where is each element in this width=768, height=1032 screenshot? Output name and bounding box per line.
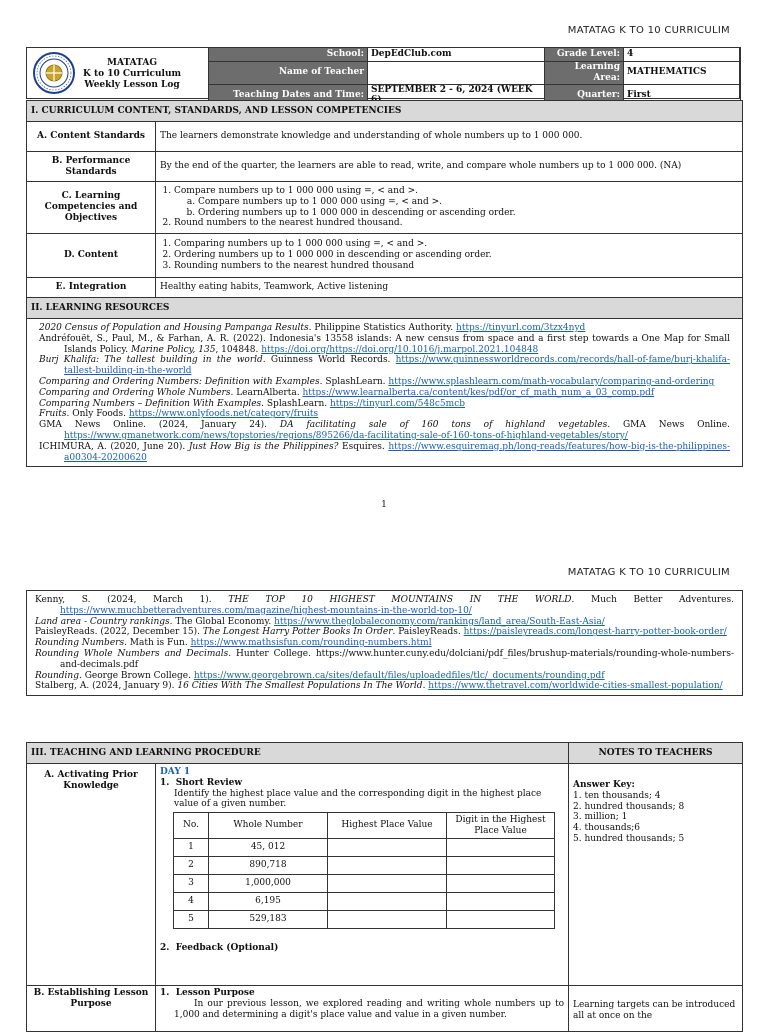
ref-link[interactable]: https://www.guinnessworldrecords.com/records/hall-of-fame/burj-khalifa-tallest-building-in-the-world [64,355,730,377]
learning-competencies-label: C. Learning Competencies and Objectives [27,182,156,234]
competency-item [174,186,738,218]
reference-item [39,388,730,399]
ref-text: . The Global Economy. [169,616,275,627]
ref-link[interactable]: https://tinyurl.com/3tzx4nyd [456,323,586,333]
ref-title: Rounding Numbers [35,638,125,649]
ref-text: Kenny, S. (2024, March 1). [35,595,229,605]
ref-title: 16 Cities With The Smallest Populations In The World [177,681,423,692]
reference-item [35,638,734,649]
quarter-value: First [624,84,741,107]
running-header: MATATAG K TO 10 CURRICULIM [567,25,730,36]
section-1-title: I. CURRICULUM CONTENT, STANDARDS, AND LESSON COMPETENCIES [27,101,743,122]
ref-text: . Hunter College. https://www.hunter.cuny.edu/dolciani/pdf_files/brushup-materials/rounding-whole-numbers-and-decimals.pdf [60,648,734,670]
lesson-purpose-title: Lesson Purpose [175,988,255,998]
competency-2: 2. Round numbers to the nearest hundred thousand. [174,218,738,229]
ref-text: . Much Better Adventures. [571,595,734,605]
ref-text: PaisleyReads. (2022, December 15). [35,627,203,638]
ref-link[interactable]: https://doi.org/https://doi.org/10.1016/j.marpol.2021.104848 [261,344,539,355]
answer-key-item: 1. ten thousands; 4 [573,790,661,801]
area-label: Learning Area: [545,62,624,85]
ref-link[interactable]: https://www.georgebrown.ca/sites/default/files/uploadedfiles/tlc/_documents/rounding.pdf [193,670,605,681]
ref-text: Andréfouët, S., Paul, M., & Farhan, A. R. (2022). Indonesia's 13558 islands: A new census from space and a first step towards a One Map for Small Islands Policy. [39,333,730,355]
ref-text: Esquires. [338,441,389,452]
ref-text: . Philippine Statistics Authority. [308,323,457,333]
content-label: D. Content [27,234,156,278]
ref-title: Land area - Country rankings [35,616,170,627]
review-no: 5 [174,911,209,929]
review-answer-cell[interactable] [447,893,555,911]
review-header-digit: Digit in the Highest Place Value [447,813,555,839]
reference-item [39,355,730,377]
reference-item [35,649,734,671]
day-label: DAY 1 [160,767,191,777]
competency-1a: a. Compare numbers up to 1 000 000 using =, < and >. [198,197,738,208]
table-row [174,857,555,875]
table-row [174,893,555,911]
header-box [26,47,740,99]
reference-item [35,671,734,682]
learning-resources [27,319,743,467]
notes-lesson-purpose: Learning targets can be introduced all at once on the [569,986,743,1032]
integration-text: Healthy eating habits, Teamwork, Active listening [156,278,743,298]
header-info-table [208,47,741,107]
ref-text: . PaisleyReads. [392,627,464,638]
ref-text: . Only Foods. [66,409,129,420]
ref-text: . [422,681,429,692]
review-answer-cell[interactable] [328,893,447,911]
section-3-title: III. TEACHING AND LEARNING PROCEDURE [27,743,569,764]
answer-key-item: 5. hundred thousands; 5 [573,833,685,844]
deped-seal [33,52,75,94]
review-answer-cell[interactable] [447,839,555,857]
review-header-highest-place: Highest Place Value [328,813,447,839]
ref-link[interactable]: https://tinyurl.com/548c5mcb [329,398,465,409]
activating-prior-knowledge-label: A. Activating Prior Knowledge [27,764,156,986]
ref-text: . GMA News Online. [607,420,730,431]
review-header-whole-number: Whole Number [209,813,328,839]
reference-item [35,595,734,617]
ref-link[interactable]: https://www.learnalberta.ca/content/kes/pdf/or_cf_math_num_a_03_comp.pdf [302,387,655,398]
performance-standards-label: B. Performance Standards [27,152,156,182]
header-title-line3: Weekly Lesson Log [84,79,180,90]
ref-link[interactable]: https://www.muchbetteradventures.com/magazine/highest-mountains-in-the-world-top-10/ [60,605,472,616]
ref-link[interactable]: https://www.esquiremag.ph/long-reads/features/how-big-is-the-philippines-a00304-20200620 [64,441,731,463]
review-answer-cell[interactable] [328,857,447,875]
answer-key-title: Answer Key: [573,780,635,790]
page-number: 1 [381,500,387,510]
school-label: School: [209,48,368,62]
lesson-purpose-text: In our previous lesson, we explored reading and writing whole numbers up to 1,000 and determining a digit's place value and value in a given number. [174,998,564,1020]
review-no: 1 [174,839,209,857]
competency-1b: b. Ordering numbers up to 1 000 000 in descending or ascending order. [198,208,738,219]
performance-standards-text: By the end of the quarter, the learners are able to read, write, and compare whole numbers up to 1 000 000. (NA) [156,152,743,182]
ref-text: . Guinness World Records. [262,355,396,366]
reference-item [39,377,730,388]
procedure-table [26,742,743,1032]
competency-1: Compare numbers up to 1 000 000 using =, < and >. [174,185,418,196]
header-title-line1: MATATAG [106,58,158,68]
answer-key-item: 4. thousands;6 [573,823,640,834]
review-table [173,812,555,929]
reference-item [35,681,734,692]
ref-link[interactable]: https://www.thetravel.com/worldwide-cities-smallest-population/ [428,681,723,692]
ref-title: Just How Big is the Philippines? [188,441,339,452]
ref-link[interactable]: https://www.gmanetwork.com/news/topstories/regions/895266/da-facilitating-sale-of-160-tons-of-highland-vegetables/story/ [64,430,628,441]
establishing-lesson-purpose [156,986,569,1032]
review-no: 4 [174,893,209,911]
ref-link[interactable]: https://paisleyreads.com/longest-harry-potter-book-order/ [463,627,727,638]
ref-link[interactable]: https://www.theglobaleconomy.com/rankings/land_area/South-East-Asia/ [274,616,605,627]
review-no: 2 [174,857,209,875]
school-value: DepEdClub.com [368,48,545,62]
table-row [174,875,555,893]
ref-title: The Longest Harry Potter Books In Order [202,627,393,638]
ref-text: . SplashLearn. [261,398,330,409]
area-value: MATHEMATICS [624,62,741,85]
reference-item [39,420,730,442]
feedback-title: Feedback (Optional) [175,943,279,954]
reference-item [39,442,730,464]
notes-to-teachers-title: NOTES TO TEACHERS [569,743,743,764]
ref-title: DA facilitating sale of 160 tons of highland vegetables [279,420,608,431]
ref-title: THE TOP 10 HIGHEST MOUNTAINS IN THE WORLD [228,595,572,605]
review-number: 529,183 [209,911,328,929]
grade-value: 4 [624,48,741,62]
review-answer-cell[interactable] [447,911,555,929]
answer-key-item: 2. hundred thousands; 8 [573,801,685,812]
learning-competencies [156,182,743,234]
feedback-number: 2. [160,943,170,954]
reference-item [39,399,730,410]
content-item-1: 1. Comparing numbers up to 1 000 000 using =, < and >. [174,239,738,250]
integration-label: E. Integration [27,278,156,298]
review-header-no: No. [174,813,209,839]
content-standards-label: A. Content Standards [27,122,156,152]
ref-text: ICHIMURA, A. (2020, June 20). [39,441,189,452]
ref-title: Burj Khalifa: The tallest building in the world [39,355,263,366]
notes-answer-key [569,764,743,986]
ref-text: . George Brown College. [79,670,194,681]
ref-title: 2020 Census of Population and Housing Pampanga Results [39,323,309,333]
ref-title: Comparing and Ordering Whole Numbers [39,387,231,398]
ref-title: Rounding Whole Numbers and Decimals [35,648,229,659]
review-number: 1,000,000 [209,875,328,893]
ref-text: GMA News Online. (2024, January 24). [39,420,280,431]
establishing-lesson-purpose-label: B. Establishing Lesson Purpose [27,986,156,1032]
teacher-label: Name of Teacher [209,62,368,85]
short-review-number: 1. [160,777,170,788]
reference-item [39,323,730,334]
review-answer-cell[interactable] [447,875,555,893]
ref-text: , 104848. [215,344,262,355]
answer-key-item: 3. million; 1 [573,812,628,823]
grade-label: Grade Level: [545,48,624,62]
review-number: 45, 012 [209,839,328,857]
review-instruction: Identify the highest place value and the corresponding digit in the highest place value of a given number. [174,788,542,810]
ref-text: Stalberg, A. (2024, January 9). [35,681,178,692]
ref-journal: Marine Policy, 135 [130,344,216,355]
ref-text: . SplashLearn. [319,376,389,387]
content-item-3: 3. Rounding numbers to the nearest hundred thousand [174,261,738,272]
content-list [156,234,743,278]
ref-link[interactable]: https://www.splashlearn.com/math-vocabulary/comparing-and-ordering [388,376,715,387]
ref-title: Rounding [35,670,79,681]
review-number: 6,195 [209,893,328,911]
ref-title: Fruits [39,409,67,420]
header-title-line2: K to 10 Curriculum [82,68,182,79]
review-number: 890,718 [209,857,328,875]
review-answer-cell[interactable] [328,875,447,893]
review-answer-cell[interactable] [447,857,555,875]
content-standards-text: The learners demonstrate knowledge and understanding of whole numbers up to 1 000 000. [156,122,743,152]
table-row [174,839,555,857]
activating-prior-knowledge [156,764,569,986]
ref-title: Comparing Numbers – Definition With Examples [39,398,262,409]
lesson-log-table [26,100,743,467]
ref-title: Comparing and Ordering Numbers: Definition with Examples [39,376,320,387]
quarter-label: Quarter: [545,84,624,107]
review-no: 3 [174,875,209,893]
ref-text: . Math is Fun. [124,638,191,649]
reference-item [35,627,734,638]
table-row [174,911,555,929]
lesson-purpose-number: 1. [160,988,170,998]
content-item-2: 2. Ordering numbers up to 1 000 000 in descending or ascending order. [174,250,738,261]
reference-item [39,334,730,356]
running-header: MATATAG K TO 10 CURRICULIM [567,567,730,578]
ref-link[interactable]: https://www.mathsisfun.com/rounding-numbers.html [190,638,432,649]
reference-item [35,617,734,628]
review-answer-cell[interactable] [328,839,447,857]
teacher-value [368,62,545,85]
reference-item [39,409,730,420]
dates-label: Teaching Dates and Time: [209,84,368,107]
ref-text: . LearnAlberta. [230,387,303,398]
review-answer-cell[interactable] [328,911,447,929]
learning-resources-continued [26,590,743,696]
section-2-title: II. LEARNING RESOURCES [27,298,743,319]
dates-value: SEPTEMBER 2 - 6, 2024 (WEEK [368,84,545,107]
short-review-title: Short Review [175,777,243,788]
ref-link[interactable]: https://www.onlyfoods.net/category/fruits [128,409,319,420]
